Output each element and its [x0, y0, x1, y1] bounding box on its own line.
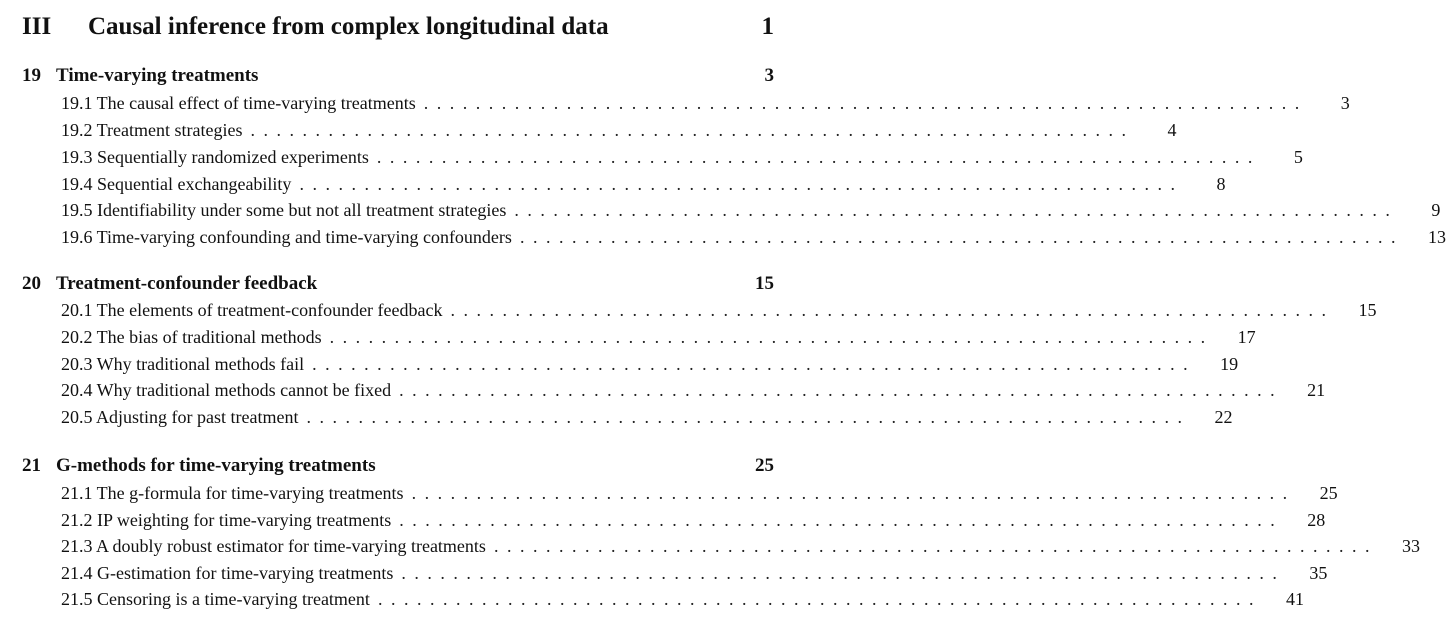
dot-leader: .................................................................... [250, 119, 1135, 140]
toc-entry[interactable] [61, 171, 1226, 197]
toc-entry[interactable] [61, 324, 1256, 350]
toc-entry-page: 4 [1167, 119, 1177, 140]
chapter-title: Time-varying treatments [56, 65, 259, 86]
chapter-number: 19 [22, 65, 41, 86]
part-title: Causal inference from complex longitudinal data [88, 13, 609, 40]
dot-leader: .................................................................... [519, 226, 1404, 247]
toc-entry-label: 21.2 IP weighting for time-varying treatments [61, 509, 392, 530]
dot-leader: .................................................................... [299, 173, 1184, 194]
toc-entry-page: 41 [1285, 588, 1304, 609]
toc-entry-page: 3 [1340, 92, 1350, 113]
toc-entry[interactable] [61, 377, 1326, 403]
dot-leader: .................................................................... [377, 588, 1262, 609]
toc-entry-label: 19.5 Identifiability under some but not all treatment strategies [61, 199, 507, 220]
toc-entry-page: 25 [1319, 482, 1338, 503]
chapter-heading[interactable] [22, 63, 774, 89]
toc-entry-page: 15 [1358, 299, 1377, 320]
dot-leader: .................................................................... [493, 535, 1378, 556]
toc-entry-label: 20.1 The elements of treatment-confounder feedback [61, 299, 443, 320]
toc-entry-page: 8 [1216, 173, 1226, 194]
dot-leader: .................................................................... [399, 379, 1284, 400]
toc-entry-page: 28 [1307, 509, 1326, 530]
toc-entry[interactable] [61, 586, 1304, 612]
toc-entry[interactable] [61, 144, 1303, 170]
toc-entry-label: 19.4 Sequential exchangeability [61, 173, 292, 194]
part-heading [22, 10, 774, 44]
chapter-page: 15 [755, 273, 774, 294]
toc-entry[interactable] [61, 90, 1350, 116]
dot-leader: .................................................................... [329, 326, 1214, 347]
toc-entry[interactable] [61, 480, 1338, 506]
toc-entry-page: 19 [1220, 353, 1239, 374]
toc-entry-label: 20.5 Adjusting for past treatment [61, 406, 299, 427]
toc-entry-label: 19.3 Sequentially randomized experiments [61, 146, 369, 167]
chapter-title: G-methods for time-varying treatments [56, 455, 376, 476]
toc-entry[interactable] [61, 560, 1328, 586]
toc-entry-label: 20.4 Why traditional methods cannot be fixed [61, 379, 392, 400]
toc-entry-label: 21.4 G-estimation for time-varying treatments [61, 562, 394, 583]
toc-entry-page: 17 [1237, 326, 1256, 347]
toc-entry-label: 21.1 The g-formula for time-varying treatments [61, 482, 404, 503]
toc-entry-label: 19.2 Treatment strategies [61, 119, 243, 140]
toc-entry-label: 20.2 The bias of traditional methods [61, 326, 322, 347]
toc-entry-page: 21 [1307, 379, 1326, 400]
chapter-page: 3 [764, 65, 774, 86]
dot-leader: .................................................................... [306, 406, 1191, 427]
chapter-heading[interactable] [22, 271, 774, 297]
toc-entry-page: 22 [1214, 406, 1233, 427]
chapter-number: 20 [22, 273, 41, 294]
chapter-heading[interactable] [22, 453, 774, 479]
dot-leader: .................................................................... [423, 92, 1308, 113]
toc-entry[interactable] [61, 297, 1377, 323]
dot-leader: .................................................................... [312, 353, 1197, 374]
part-page: 1 [761, 13, 774, 40]
dot-leader: .................................................................... [376, 146, 1261, 167]
dot-leader: .................................................................... [450, 299, 1335, 320]
toc-entry[interactable] [61, 197, 1441, 223]
toc-entry-page: 33 [1401, 535, 1420, 556]
toc-entry-label: 19.6 Time-varying confounding and time-varying confounders [61, 226, 512, 247]
toc-entry-page: 5 [1293, 146, 1303, 167]
toc-entry-label: 21.3 A doubly robust estimator for time-varying treatments [61, 535, 486, 556]
part-number: III [22, 13, 52, 40]
dot-leader: .................................................................... [411, 482, 1296, 503]
toc-entry-label: 20.3 Why traditional methods fail [61, 353, 305, 374]
toc-entry[interactable] [61, 404, 1233, 430]
toc-entry[interactable] [61, 117, 1177, 143]
dot-leader: .................................................................... [399, 509, 1284, 530]
dot-leader: .................................................................... [401, 562, 1286, 583]
toc-entry-page: 35 [1309, 562, 1328, 583]
chapter-title: Treatment-confounder feedback [56, 273, 318, 294]
toc-entry[interactable] [61, 507, 1326, 533]
chapter-page: 25 [755, 455, 774, 476]
dot-leader: .................................................................... [514, 199, 1399, 220]
toc-entry-page: 9 [1431, 199, 1441, 220]
chapter-number: 21 [22, 455, 41, 476]
toc-entry[interactable] [61, 533, 1420, 559]
toc-entry-page: 13 [1427, 226, 1446, 247]
toc-entry[interactable] [61, 351, 1239, 377]
toc-entry-label: 19.1 The causal effect of time-varying treatments [61, 92, 416, 113]
toc-entry-label: 21.5 Censoring is a time-varying treatment [61, 588, 370, 609]
toc-entry[interactable] [61, 224, 1446, 250]
